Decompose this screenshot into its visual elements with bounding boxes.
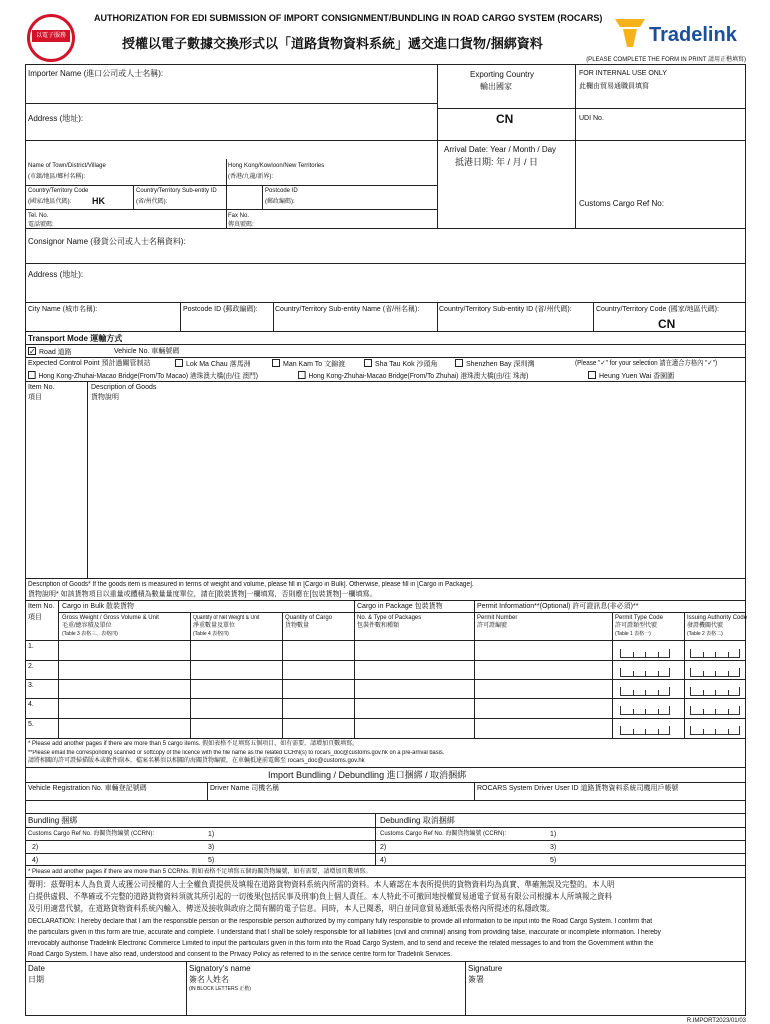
debundling-ccrn-3: 3) bbox=[550, 844, 557, 851]
bundling-footnote: * Please add another pages if there are more than 5 CCRNs. 假如表格不足填寫五個海關貨物編號，如有需要，請增加頁數填寫。 bbox=[28, 869, 372, 875]
gross-weight-zh: 毛重/總容積及單位 bbox=[62, 623, 112, 629]
importer-country-code-zh: (國家/地區代碼): bbox=[28, 199, 72, 205]
debundling-ccrn-2: 2) bbox=[380, 844, 387, 851]
ecp-option-label: Hong Kong-Zhuhai-Macao Bridge(From/To Macao) 港珠澳大橋(由/往 澳門) bbox=[38, 372, 258, 380]
ecp-option-label: Man Kam To 文錦渡 bbox=[283, 360, 346, 368]
goods-desc-note-zh: 貨物說明* 如該貨物項目以重量或體積為數量量度單位，請在[散裝貨物]一欄填寫，否則應在[包裝貨物]一欄填寫。 bbox=[28, 591, 377, 598]
vehicle-no-label: Vehicle No. 車輛號碼 bbox=[114, 348, 180, 355]
issuing-authority-table: (Table 2 表格二) bbox=[687, 631, 723, 637]
packages-zh: 包裝件數和種類 bbox=[357, 623, 400, 629]
authority-code-box[interactable] bbox=[690, 649, 740, 658]
hk-label-en: Hong Kong/Kowloon/New Territories bbox=[228, 163, 325, 169]
ecp-option-1[interactable] bbox=[272, 360, 345, 368]
permit-type-box[interactable] bbox=[620, 706, 670, 715]
ecp-checkbox[interactable] bbox=[175, 359, 183, 367]
consignor-subentity-id-label: Country/Territory Sub-entity ID (省/州代碼): bbox=[439, 306, 572, 313]
ecp-option-label: Hong Kong-Zhuhai-Macao Bridge(From/To Zhuhai) 港珠澳大橋(由/往 珠海) bbox=[308, 372, 529, 380]
town-label-zh: (市鎮/地區/鄉村名稱): bbox=[28, 174, 85, 180]
gross-weight-en: Gross Weight / Gross Volume & Unit bbox=[62, 615, 159, 621]
debundling-ccrn-1: 1) bbox=[550, 831, 557, 838]
importer-country-code-en: Country/Territory Code bbox=[28, 188, 89, 194]
cargo-row-number: 1. bbox=[28, 643, 34, 650]
ecp-note: (Please "✓" for your selection 請在適合方格內 "✓") bbox=[575, 360, 718, 367]
road-option[interactable] bbox=[28, 348, 72, 356]
ecp-checkbox[interactable] bbox=[588, 371, 596, 379]
debundling-label: Debundling 取消捆綁 bbox=[380, 816, 455, 825]
authority-code-box[interactable] bbox=[690, 668, 740, 677]
permit-header: Permit Information**(Optional) 許可證訊息(非必須)** bbox=[477, 603, 639, 610]
consignor-country-code-value: CN bbox=[658, 317, 676, 331]
consignor-city-label: City Name (城市名稱): bbox=[28, 306, 98, 313]
goods-desc-zh: 貨物說明 bbox=[91, 394, 119, 401]
seal-band: 以電子服務 bbox=[32, 30, 70, 42]
authority-code-box[interactable] bbox=[690, 687, 740, 696]
cargo-row-number: 5. bbox=[28, 721, 34, 728]
declaration-en-3: irrevocably authorise Tradelink Electronic Commerce Limited to input the particulars given in this form into the Road Cargo System, and to send and receive the related messages to and from the Government within the bbox=[28, 940, 654, 947]
cargo-footnote-2: **Please email the corresponding scanned or softcopy of the licence with the file name as the related CCRN(s) to rocars_doc@customs.gov.hk on a pre-arrival basis. bbox=[28, 750, 445, 756]
authority-code-box[interactable] bbox=[690, 726, 740, 735]
form-title-zh: 授權以電子數據交換形式以「道路貨物資料系統」遞交進口貨物/捆綁資料 bbox=[122, 37, 543, 52]
fax-label-zh: 傳真號碼: bbox=[228, 222, 254, 228]
consignor-subentity-name-label: Country/Territory Sub-entity Name (省/州名稱): bbox=[275, 306, 420, 313]
permit-type-box[interactable] bbox=[620, 726, 670, 735]
exporting-country-en: Exporting Country bbox=[470, 70, 535, 79]
tradelink-logo-icon bbox=[613, 17, 647, 49]
importer-name-label: Importer Name (進口公司或人士名稱): bbox=[28, 69, 164, 78]
table-item-no-en: Item No. bbox=[28, 603, 55, 610]
exporting-country-zh: 輸出國家 bbox=[480, 82, 512, 91]
importer-postcode-zh: (郵政編碼): bbox=[265, 199, 295, 205]
permit-type-box[interactable] bbox=[620, 687, 670, 696]
tradelink-logo-text: Tradelink bbox=[649, 24, 737, 46]
seal-logo bbox=[27, 14, 75, 62]
ecp-option-label: Sha Tau Kok 沙頭角 bbox=[375, 360, 438, 368]
exporting-country-value: CN bbox=[496, 112, 514, 126]
cargo-footnote-1: * Please add another pages if there are more than 5 cargo items. 假如表格不足填寫五個項目，如有需要，請增加頁數填寫。 bbox=[28, 741, 359, 747]
bundling-ccrn-3: 3) bbox=[208, 844, 215, 851]
importer-subentity-en: Country/Territory Sub-entity ID bbox=[136, 188, 217, 194]
ecp-option-label: Shenzhen Bay 深圳灣 bbox=[466, 360, 535, 368]
permit-type-table: (Table 1 表格一) bbox=[615, 631, 651, 637]
goods-desc-en: Description of Goods bbox=[91, 384, 157, 391]
packages-en: No. & Type of Packages bbox=[357, 615, 422, 621]
ecp-option-6[interactable] bbox=[588, 372, 674, 380]
internal-use-zh: 此欄由貿易通職員填寫 bbox=[579, 83, 649, 90]
header bbox=[0, 0, 770, 66]
gross-weight-table: (Table 3 表格三、表格四) bbox=[62, 631, 118, 637]
ecp-option-4[interactable] bbox=[28, 372, 258, 380]
driver-name-label: Driver Name 司機名稱 bbox=[210, 785, 280, 792]
permit-type-en: Permit Type Code bbox=[615, 615, 663, 621]
cargo-row-number: 4. bbox=[28, 701, 34, 708]
consignor-address-label: Address (地址): bbox=[28, 270, 84, 279]
consignor-postcode-label: Postcode ID (郵政編碼): bbox=[183, 306, 258, 313]
declaration-en-4: Road Cargo System. I have also read, understood and consent to the Privacy Policy as referred to in the service centre form for Tradelink Services. bbox=[28, 951, 453, 958]
vehicle-reg-label: Vehicle Registration No. 車輛登記號碼 bbox=[28, 785, 147, 792]
signature-label-en: Signature bbox=[468, 964, 503, 973]
bulk-header: Cargo in Bulk 散裝貨物 bbox=[62, 603, 134, 610]
driver-user-id-label: ROCARS System Driver User ID 道路貨物資料系統司機用戶帳號 bbox=[477, 785, 679, 792]
permit-number-en: Permit Number bbox=[477, 615, 518, 621]
bundling-title: Import Bundling / Debundling 進口捆綁 / 取消捆綁 bbox=[268, 770, 467, 780]
ecp-option-0[interactable] bbox=[175, 360, 251, 368]
consignor-country-code-label: Country/Territory Code (國家/地區代碼): bbox=[596, 306, 719, 313]
ecp-checkbox[interactable] bbox=[455, 359, 463, 367]
ecp-option-2[interactable] bbox=[364, 360, 438, 368]
item-no-zh: 項目 bbox=[28, 394, 42, 401]
table-item-no-zh: 項目 bbox=[28, 614, 42, 621]
date-label-zh: 日期 bbox=[28, 975, 44, 984]
bundling-ccrn-label: Customs Cargo Ref No. 海關貨物編號 (CCRN): bbox=[28, 831, 155, 837]
bundling-label: Bundling 捆綁 bbox=[28, 816, 78, 825]
tel-label-zh: 電話號碼: bbox=[28, 222, 54, 228]
bundling-ccrn-4: 4) bbox=[32, 857, 39, 864]
ecp-checkbox[interactable] bbox=[272, 359, 280, 367]
cargo-row-number: 3. bbox=[28, 682, 34, 689]
permit-type-box[interactable] bbox=[620, 649, 670, 658]
debundling-ccrn-label: Customs Cargo Ref No. 海關貨物編號 (CCRN): bbox=[380, 831, 507, 837]
permit-number-zh: 許可證編號 bbox=[477, 623, 508, 629]
permit-type-box[interactable] bbox=[620, 668, 670, 677]
ecp-checkbox[interactable] bbox=[28, 371, 36, 379]
signatory-name-note: (IN BLOCK LETTERS 正楷) bbox=[189, 986, 251, 992]
ecp-checkbox[interactable] bbox=[298, 371, 306, 379]
importer-postcode-en: Postcode ID bbox=[265, 188, 298, 194]
udi-label: UDI No. bbox=[579, 115, 604, 122]
cargo-qty-en: Quantity of Cargo bbox=[285, 615, 333, 621]
declaration-zh-3: 及引用適當代號，在道路貨物資料系統內輸入、傳送及接收與政府之間有關的電子信息。同時，本人已閱悉，明白並同意貿易通紙張表格內所提述的私隱政策。 bbox=[28, 904, 555, 913]
fax-label-en: Fax No. bbox=[228, 213, 250, 219]
signature-label-zh: 簽署 bbox=[468, 975, 484, 984]
signatory-name-zh: 簽名人姓名 bbox=[189, 975, 229, 984]
declaration-en-2: the particulars given in this form are true, accurate and complete. I understand that I shall be solely responsible for all liabilities (civil and criminal) arising from providing false, inaccurate or incomplete information. I hereby bbox=[28, 929, 661, 936]
customs-ref-label: Customs Cargo Ref No: bbox=[579, 199, 664, 208]
issuing-authority-en: Issuing Authority Code bbox=[687, 615, 748, 621]
debundling-ccrn-4: 4) bbox=[380, 857, 387, 864]
tel-label-en: Tel. No. bbox=[28, 213, 49, 219]
arrival-date-en: Arrival Date: Year / Month / Day bbox=[444, 145, 557, 154]
authority-code-box[interactable] bbox=[690, 706, 740, 715]
declaration-en-1: DECLARATION: I hereby declare that I am the responsible person or the responsible person authorized by my company fully responsible to provide all information to be input into the Road Cargo System. I confirm that bbox=[28, 918, 653, 925]
signatory-name-en: Signatory's name bbox=[189, 964, 251, 973]
importer-subentity-zh: (省/州代碼): bbox=[136, 199, 168, 205]
internal-use-en: FOR INTERNAL USE ONLY bbox=[579, 70, 667, 77]
tradelink-logo bbox=[613, 17, 753, 51]
form-title-en: AUTHORIZATION FOR EDI SUBMISSION OF IMPORT CONSIGNMENT/BUNDLING IN ROAD CARGO SYSTEM (ROCARS) bbox=[94, 13, 603, 23]
issuing-authority-zh: 發證機關代號 bbox=[687, 623, 724, 629]
importer-address-label: Address (地址): bbox=[28, 114, 84, 123]
ecp-option-label: Lok Ma Chau 落馬洲 bbox=[186, 360, 251, 368]
importer-country-code-value: HK bbox=[92, 196, 105, 206]
transport-mode-label: Transport Mode 運輸方式 bbox=[28, 334, 123, 343]
declaration-zh-2: 白提供虛假、不準確或不完整的道路貨物資料須就其所引起的一切後果(包括民事及刑事)負上個人責任。本人特此不可撤回地授權貿易通電子貿易有限公司根據本人所填報之資料 bbox=[28, 892, 613, 901]
net-weight-en: Quantity of Net Weight & Unit bbox=[193, 615, 260, 621]
goods-desc-note-en: Description of Goods* If the goods item is measured in terms of weight and volume, please fill in [Cargo in Bulk]. Otherwise, please fill in [Cargo in Package]. bbox=[28, 581, 474, 588]
bundling-ccrn-5: 5) bbox=[208, 857, 215, 864]
ecp-option-label: Heung Yuen Wai 香園圍 bbox=[599, 372, 675, 380]
town-label-en: Name of Town/District/Village bbox=[28, 163, 106, 169]
net-weight-table: (Table 4 表格四) bbox=[193, 631, 229, 637]
bundling-ccrn-1: 1) bbox=[208, 831, 215, 838]
arrival-date-zh: 抵港日期: 年 / 月 / 日 bbox=[455, 157, 539, 167]
ecp-checkbox[interactable] bbox=[364, 359, 372, 367]
cargo-footnote-3: 請將相關的許可證掃描版本或軟件副本，檔案名稱須以相關的海關貨物編號，在車輛抵達前電郵至 rocars_doc@customs.gov.hk bbox=[28, 758, 365, 764]
declaration-zh-1: 聲明：茲聲明本人為負責人或獲公司授權的人士全權負責提供及填報在道路貨物資料系統內所需的資料。本人確認在本表所提供的貨物資料均為真實、準確無誤及完整的。本人明 bbox=[28, 880, 615, 889]
ecp-option-3[interactable] bbox=[455, 360, 534, 368]
cargo-row-number: 2. bbox=[28, 663, 34, 670]
item-no-en: Item No. bbox=[28, 384, 55, 391]
cargo-qty-zh: 貨物數量 bbox=[285, 623, 310, 629]
permit-type-zh: 許可證類型代號 bbox=[615, 623, 658, 629]
road-label: Road 道路 bbox=[39, 348, 72, 356]
print-note: (PLEASE COMPLETE THE FORM IN PRINT 請用正楷填寫) bbox=[586, 57, 746, 63]
bundling-ccrn-2: 2) bbox=[32, 844, 39, 851]
debundling-ccrn-5: 5) bbox=[550, 857, 557, 864]
ecp-label: Expected Control Point 預計過關管制站 bbox=[28, 360, 151, 367]
date-label-en: Date bbox=[28, 964, 45, 973]
ecp-option-5[interactable] bbox=[298, 372, 528, 380]
net-weight-zh: 淨重數量及單位 bbox=[193, 623, 236, 629]
consignor-name-label: Consignor Name (發貨公司或人士名稱資料): bbox=[28, 237, 186, 246]
form-code: R.IMPORT2023/01/03 bbox=[686, 1018, 746, 1024]
hk-label-zh: (香港/九龍/新界): bbox=[228, 174, 273, 180]
road-checkbox[interactable]: ✓ bbox=[29, 347, 36, 356]
package-header: Cargo in Package 包裝貨物 bbox=[357, 603, 443, 610]
